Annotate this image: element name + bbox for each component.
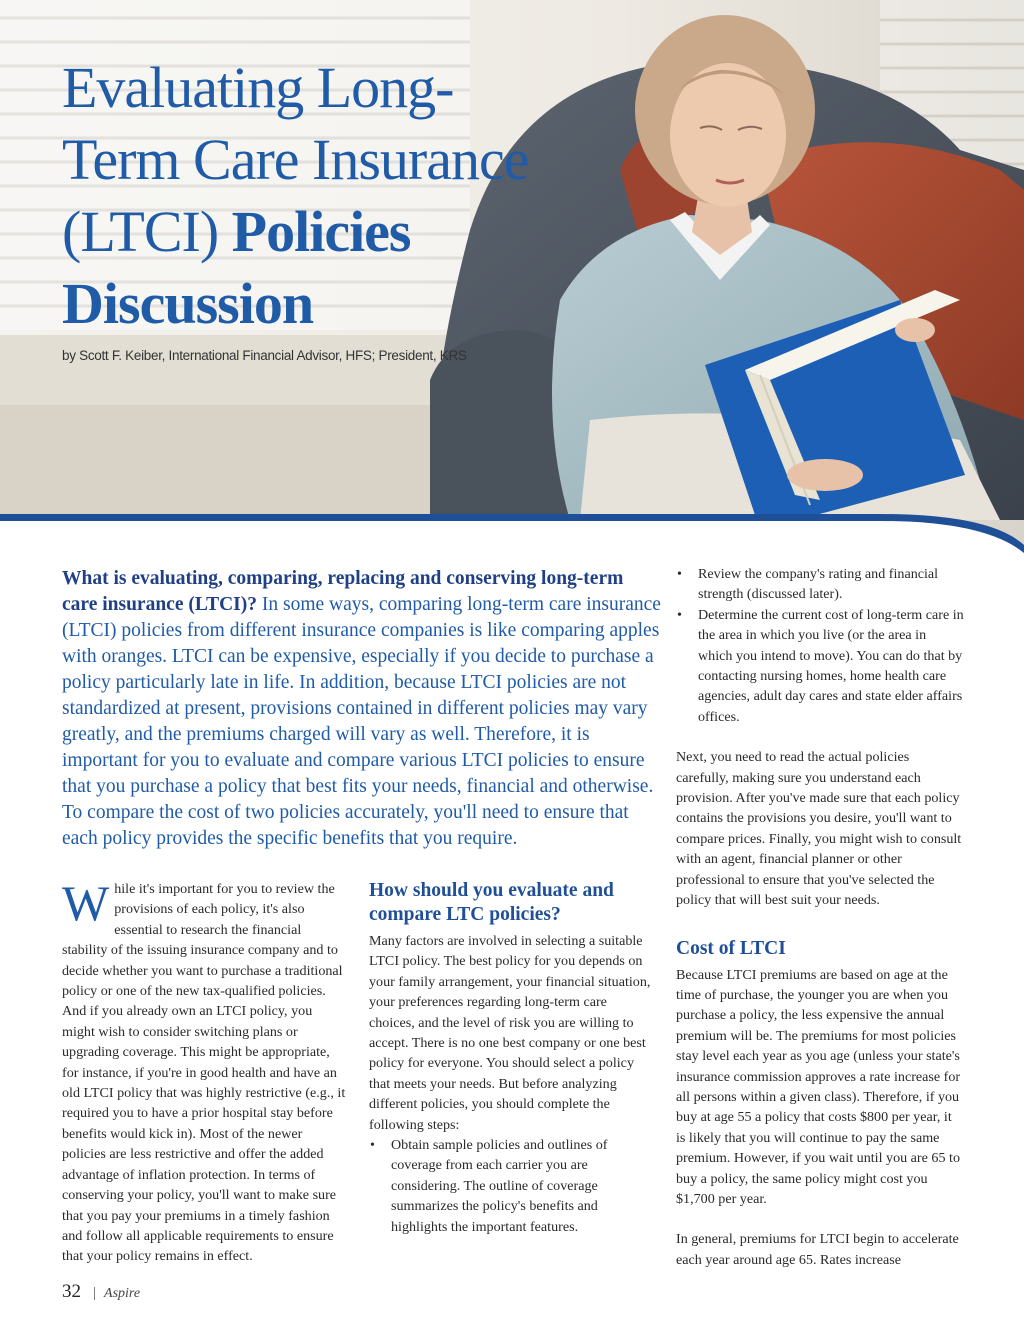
list-item: • Determine the current cost of long-term care in the area in which you live (or the area in which you intend to move). You can do that by contacting nursing homes, home health care agencies, adult day cares and state elder affairs offices. <box>676 605 964 727</box>
column-2-paragraph: Many factors are involved in selecting a suitable LTCI policy. The best policy for you depends on your family arrangement, your financial situation, your preferences regarding long-term care choices, and the level of risk you are willing to accept. There is no one best company or one best policy for everyone. You should select a policy that meets your needs. But before analyzing different policies, you should complete the following steps: <box>369 933 651 1133</box>
title-line-3: (LTCI) <box>62 199 232 264</box>
list-item: • Review the company's rating and financial strength (discussed later). <box>676 564 964 605</box>
intro-text: In some ways, comparing long-term care insurance (LTCI) policies from different insurance companies is like comparing apples with oranges. LTCI can be expensive, especially if you decide to purchase a policy particularly late in life. In addition, because LTCI policies are not standardized at present, provisions contained in different policies may vary greatly, and the premiums charged will vary as well. Therefore, it is important for you to evaluate and compare various LTCI policies to ensure that you purchase a policy that best fits your needs, financial and otherwise. To compare the cost of two policies accurately, you'll need to ensure that each policy provides the specific benefits that you require. <box>62 594 661 849</box>
list-item: • Obtain sample policies and outlines of coverage from each carrier you are considering. The outline of coverage summarizes the policy's benefits and highlights the important features. <box>369 1135 654 1237</box>
column-3-paragraph-2: Because LTCI premiums are based on age at the time of purchase, the younger you are when you purchase a policy, the less expensive the annual premium will be. The premiums for most policies stay level each year as you age (unless your state's insurance commission approves a rate increase for all persons within a given class). Therefore, if you buy at age 55 a policy that costs $800 per year, it is likely that you will continue to pay the same premium. However, if you wait until you are 65 to buy a policy, the same policy might cost you $1,700 per year. <box>676 966 961 1207</box>
byline: by Scott F. Keiber, International Financial Advisor, HFS; President, KRS <box>62 348 467 363</box>
steps-list <box>369 1135 654 1237</box>
title-line-1: Evaluating Long- <box>62 55 454 120</box>
title-line-2: Term Care Insurance <box>62 127 529 192</box>
article-title <box>62 52 582 340</box>
intro-paragraph <box>62 566 662 852</box>
title-bold-discussion: Discussion <box>62 271 314 336</box>
column-1 <box>62 875 347 1267</box>
section-heading-cost: Cost of LTCI <box>676 937 786 959</box>
title-bold-policies: Policies <box>231 199 411 264</box>
column-1-paragraph <box>62 875 347 1267</box>
column-3-paragraph-1: Next, you need to read the actual policies carefully, making sure you understand each provision. After you've made sure that each policy contains the provisions you desire, you'll want to compare prices. Finally, you might wish to consult with an agent, financial planner or other professional to ensure that you've selected the policy that will best suit your needs. <box>676 749 962 909</box>
drop-cap: W <box>62 875 110 931</box>
column-2 <box>369 879 654 1237</box>
page-footer <box>62 1281 140 1303</box>
footer-separator: | <box>93 1285 97 1301</box>
magazine-name: Aspire <box>104 1286 141 1301</box>
column-3-paragraph-3: In general, premiums for LTCI begin to accelerate each year around age 65. Rates increase <box>676 1231 959 1268</box>
intro-lead-question: What is evaluating, comparing, replacing and conserving long-term care insurance (LTCI)? <box>62 568 624 615</box>
section-heading-evaluate: How should you evaluate and compare LTC policies? <box>369 880 614 925</box>
page-number: 32 <box>62 1281 81 1302</box>
column-1-text: hile it's important for you to review the provisions of each policy, it's also essential to research the financial stability of the issuing insurance company and to decide whether you want to purchase a traditional policy or one of the new tax-qualified policies. And if you already own an LTCI policy, you might wish to consider switching plans or upgrading coverage. This might be appropriate, for instance, if you're in good health and have an old LTCI policy that was highly restrictive (e.g., it required you to have a prior hospital stay before benefits would kick in). Most of the newer policies are less restrictive and offer the added advantage of inflation protection. In terms of conserving your policy, you'll want to make sure that you pay your premiums in a timely fashion and follow all applicable requirements to ensure that your policy remains in effect. <box>62 881 346 1265</box>
column-3 <box>676 564 964 1270</box>
steps-list-continued <box>676 564 964 727</box>
